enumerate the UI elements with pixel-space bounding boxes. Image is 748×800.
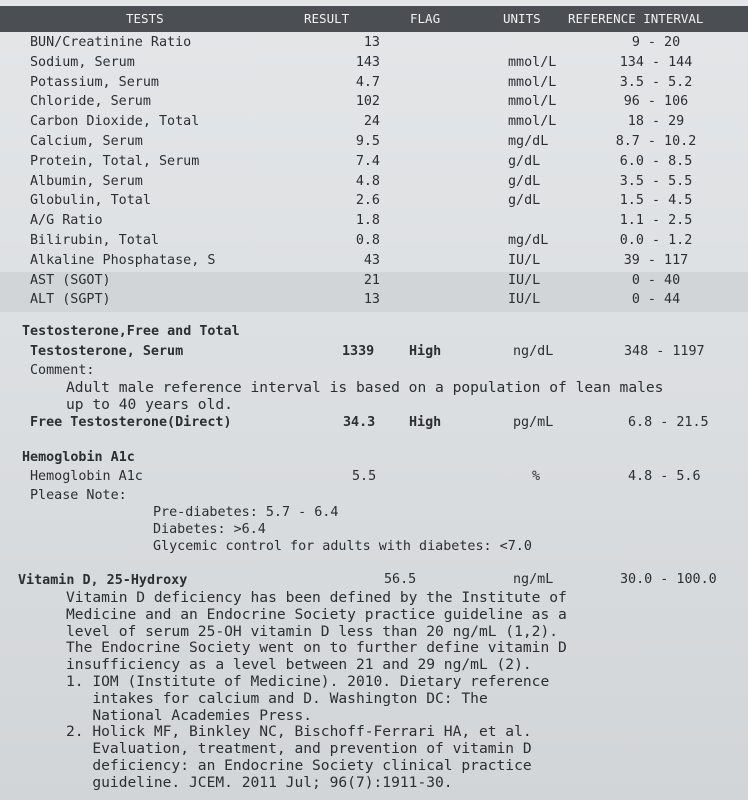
row-units: mmol/L bbox=[508, 114, 557, 130]
row-reference: 0.0 - 1.2 bbox=[619, 233, 693, 248]
row-units: mmol/L bbox=[508, 74, 557, 90]
row-result: 13 bbox=[363, 35, 380, 50]
row-units: IU/L bbox=[508, 292, 541, 308]
row-test-name: Chloride, Serum bbox=[30, 94, 151, 110]
row-test-name: Sodium, Serum bbox=[30, 54, 135, 70]
row-reference: 0 - 40 bbox=[631, 272, 681, 288]
comment-line-1: Adult male reference interval is based on a population of lean males bbox=[66, 379, 664, 396]
row-result: 102 bbox=[355, 94, 380, 110]
row-result: 1.8 bbox=[355, 213, 380, 229]
note-diabetes: Diabetes: >6.4 bbox=[153, 522, 266, 537]
vitamin-d-note-line: guideline. JCEM. 2011 Jul; 96(7):1911-30. bbox=[66, 773, 453, 791]
row-units: IU/L bbox=[508, 272, 541, 288]
row-result: 43 bbox=[363, 252, 380, 268]
row-result: 9.5 bbox=[355, 134, 380, 149]
a1c-label: Hemoglobin A1c bbox=[30, 469, 143, 484]
row-test-name: Alkaline Phosphatase, S bbox=[30, 252, 216, 268]
row-result: 7.4 bbox=[355, 153, 380, 169]
row-units: g/dL bbox=[508, 153, 541, 169]
row-reference: 96 - 106 bbox=[623, 94, 689, 110]
row-test-name: ALT (SGPT) bbox=[30, 292, 111, 308]
header-result: RESULT bbox=[304, 11, 350, 26]
testosterone-serum-ref: 348 - 1197 bbox=[624, 344, 705, 359]
row-reference: 1.1 - 2.5 bbox=[619, 213, 693, 229]
free-testosterone-units: pg/mL bbox=[513, 415, 554, 430]
note-prediabetes: Pre-diabetes: 5.7 - 6.4 bbox=[153, 505, 339, 520]
row-reference: 18 - 29 bbox=[627, 114, 685, 130]
row-reference: 1.5 - 4.5 bbox=[619, 193, 693, 209]
row-result: 21 bbox=[363, 272, 380, 288]
header-units: UNITS bbox=[503, 11, 541, 26]
row-result: 13 bbox=[363, 292, 380, 308]
row-reference: 39 - 117 bbox=[623, 252, 689, 268]
vitamin-d-note-line: deficiency: an Endocrine Society clinical practice bbox=[66, 757, 532, 774]
testosterone-serum-label: Testosterone, Serum bbox=[30, 344, 184, 359]
row-units: mg/dL bbox=[508, 134, 549, 149]
row-reference: 3.5 - 5.5 bbox=[619, 173, 693, 189]
free-testosterone-label: Free Testosterone(Direct) bbox=[30, 415, 232, 430]
row-units: mmol/L bbox=[508, 94, 557, 110]
row-reference: 8.7 - 10.2 bbox=[615, 134, 697, 149]
row-reference: 9 - 20 bbox=[631, 35, 681, 50]
row-reference: 6.0 - 8.5 bbox=[619, 153, 693, 169]
vitamin-d-note-line: Evaluation, treatment, and prevention of vitamin D bbox=[66, 740, 532, 758]
row-test-name: AST (SGOT) bbox=[30, 272, 111, 288]
row-test-name: Bilirubin, Total bbox=[30, 233, 159, 248]
table-header bbox=[0, 6, 748, 32]
vitamin-d-note-line: level of serum 25-OH vitamin D less than 20 ng/mL (1,2). bbox=[66, 622, 559, 640]
free-testosterone-flag: High bbox=[409, 415, 442, 430]
row-units: g/dL bbox=[508, 173, 541, 189]
row-result: 143 bbox=[355, 54, 380, 70]
row-result: 4.7 bbox=[355, 74, 380, 90]
row-test-name: Protein, Total, Serum bbox=[30, 153, 200, 169]
vitamin-d-note-line: 2. Holick MF, Binkley NC, Bischoff-Ferrari HA, et al. bbox=[66, 723, 532, 741]
vitamin-d-label: Vitamin D, 25-Hydroxy bbox=[18, 573, 188, 588]
testosterone-serum-result: 1339 bbox=[342, 344, 375, 359]
row-reference: 0 - 44 bbox=[631, 292, 681, 308]
section-testosterone: Testosterone,Free and Total bbox=[22, 324, 240, 339]
testosterone-serum-units: ng/dL bbox=[513, 344, 554, 359]
vitamin-d-ref: 30.0 - 100.0 bbox=[620, 572, 717, 587]
row-reference: 3.5 - 5.2 bbox=[619, 74, 693, 90]
a1c-ref: 4.8 - 5.6 bbox=[628, 469, 701, 484]
row-test-name: BUN/Creatinine Ratio bbox=[30, 35, 192, 50]
row-result: 0.8 bbox=[355, 233, 380, 248]
vitamin-d-units: ng/mL bbox=[513, 572, 554, 587]
header-tests: TESTS bbox=[126, 11, 164, 26]
comment-label: Comment: bbox=[30, 363, 95, 378]
row-result: 2.6 bbox=[355, 193, 380, 209]
free-testosterone-ref: 6.8 - 21.5 bbox=[628, 415, 709, 430]
vitamin-d-result: 56.5 bbox=[384, 572, 417, 587]
row-result: 4.8 bbox=[355, 173, 380, 189]
vitamin-d-note-line: insufficiency as a level between 21 and 29 ng/mL (2). bbox=[66, 656, 532, 674]
row-test-name: Potassium, Serum bbox=[30, 74, 159, 90]
vitamin-d-note-line: The Endocrine Society went on to further define vitamin D bbox=[66, 639, 567, 657]
row-units: mmol/L bbox=[508, 54, 557, 70]
row-reference: 134 - 144 bbox=[619, 54, 693, 70]
vitamin-d-note-line: Vitamin D deficiency has been defined by the Institute of bbox=[66, 589, 567, 606]
header-flag: FLAG bbox=[410, 11, 441, 26]
row-units: IU/L bbox=[508, 252, 541, 268]
testosterone-serum-flag: High bbox=[409, 344, 442, 359]
free-testosterone-result: 34.3 bbox=[343, 415, 376, 430]
row-test-name: A/G Ratio bbox=[30, 213, 103, 229]
please-note-label: Please Note: bbox=[30, 488, 127, 503]
section-hemoglobin-a1c: Hemoglobin A1c bbox=[22, 450, 135, 465]
comment-line-2: up to 40 years old. bbox=[66, 396, 233, 413]
note-glycemic: Glycemic control for adults with diabetes: <7.0 bbox=[153, 539, 532, 554]
row-test-name: Calcium, Serum bbox=[30, 134, 143, 149]
vitamin-d-note-line: 1. IOM (Institute of Medicine). 2010. Dietary reference bbox=[66, 673, 550, 690]
row-result: 24 bbox=[363, 114, 380, 130]
row-test-name: Globulin, Total bbox=[30, 193, 151, 209]
vitamin-d-note-line: intakes for calcium and D. Washington DC: The bbox=[66, 689, 488, 707]
header-reference-interval: REFERENCE INTERVAL bbox=[568, 11, 704, 26]
vitamin-d-note-line: Medicine and an Endocrine Society practice guideline as a bbox=[66, 605, 567, 623]
row-test-name: Albumin, Serum bbox=[30, 173, 143, 189]
row-units: g/dL bbox=[508, 193, 541, 209]
row-test-name: Carbon Dioxide, Total bbox=[30, 114, 200, 130]
a1c-result: 5.5 bbox=[352, 469, 377, 484]
row-units: mg/dL bbox=[508, 233, 549, 248]
a1c-units: % bbox=[532, 469, 541, 484]
vitamin-d-note-line: National Academies Press. bbox=[66, 706, 313, 724]
